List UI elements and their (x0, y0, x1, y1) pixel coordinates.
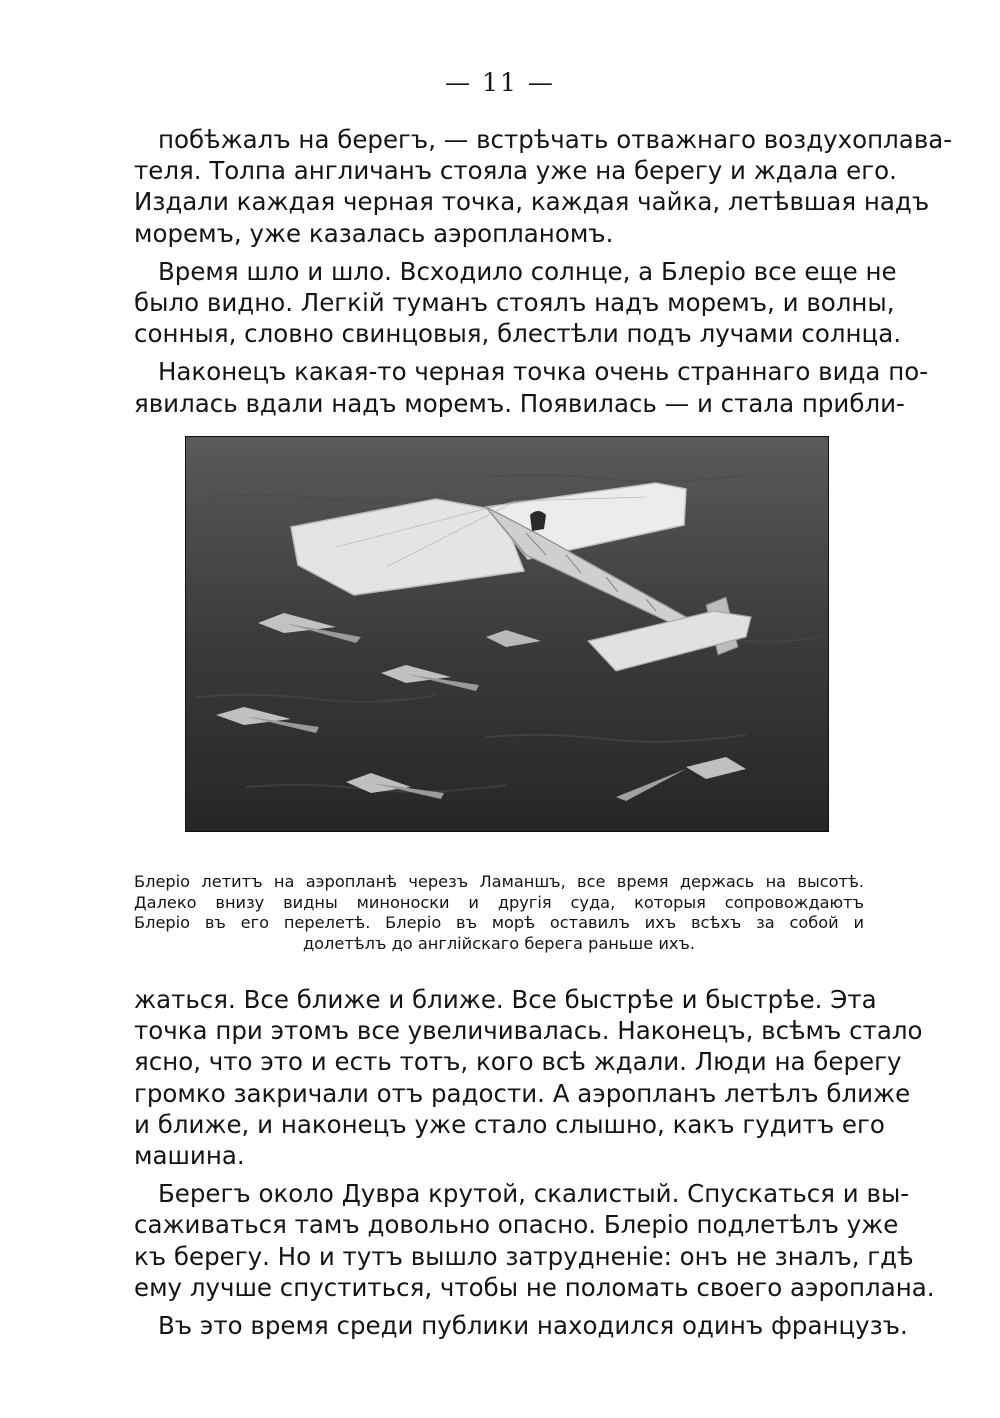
text-line: саживаться тамъ довольно опасно. Блеріо подлетѣлъ уже (134, 1210, 899, 1240)
text-line: Въ это время среди публики находился одинъ французъ. (158, 1311, 908, 1341)
paragraph (134, 256, 902, 350)
text-line: и ближе, и наконецъ уже стало слышно, какъ гудитъ его (134, 1109, 885, 1139)
text-line: точка при этомъ все увеличивалась. Наконецъ, всѣмъ стало (134, 1016, 923, 1046)
text-line: побѣжалъ на берегъ, — встрѣчать отважнаго воздухоплава- (158, 125, 953, 154)
caption-line: Блеріо летитъ на аэропланѣ черезъ Ламаншъ, все время держась на высотѣ. (134, 872, 864, 891)
page-number: — 11 — (445, 68, 555, 97)
text-line: Издали каждая черная точка, каждая чайка, летѣвшая надъ (134, 187, 930, 217)
paragraph (134, 984, 923, 1171)
paragraph (134, 1310, 908, 1341)
text-line: Время шло и шло. Всходило солнце, а Блеріо все еще не (158, 256, 897, 286)
text-line: Наконецъ какая-то черная точка очень страннаго вида по- (158, 357, 929, 387)
airplane-photo (185, 436, 829, 832)
text-line: къ берегу. Но и тутъ вышло затрудненіе: онъ не зналъ, гдѣ (134, 1241, 914, 1271)
caption-line: Блеріо въ его перелетѣ. Блеріо въ морѣ оставилъ ихъ всѣхъ за собой и (134, 913, 864, 932)
text-line: ясно, что это и есть тотъ, кого всѣ ждали. Люди на берегу (134, 1047, 902, 1077)
text-line: моремъ, уже казалась аэропланомъ. (134, 218, 614, 248)
pilot (530, 511, 546, 531)
text-line: жаться. Все ближе и ближе. Все быстрѣе и быстрѣе. Эта (134, 985, 877, 1014)
bottom-text (134, 984, 935, 1348)
caption-line: долетѣлъ до англійскаго берега раньше ихъ. (302, 933, 696, 953)
top-text (134, 124, 953, 426)
text-line: ему лучше спуститься, чтобы не поломать своего аэроплана. (134, 1272, 935, 1302)
figure-caption (134, 872, 864, 954)
text-line: громко закричали отъ радости. А аэропланъ летѣлъ ближе (134, 1078, 911, 1108)
text-line: сонныя, словно свинцовыя, блестѣли подъ лучами солнца. (134, 319, 902, 349)
paragraph (134, 356, 929, 418)
text-line: теля. Толпа англичанъ стояла уже на берегу и ждала его. (134, 156, 897, 186)
paragraph (134, 124, 953, 249)
text-line: было видно. Легкій туманъ стоялъ надъ моремъ, и волны, (134, 288, 895, 318)
text-line: Берегъ около Дувра крутой, скалистый. Спускаться и вы- (158, 1179, 910, 1209)
caption-line: Далеко внизу видны миноноски и другія суда, которыя сопровождаютъ (134, 892, 864, 912)
text-line: машина. (134, 1141, 245, 1171)
paragraph (134, 1178, 935, 1303)
text-line: явилась вдали надъ моремъ. Появилась — и стала прибли- (134, 388, 905, 418)
